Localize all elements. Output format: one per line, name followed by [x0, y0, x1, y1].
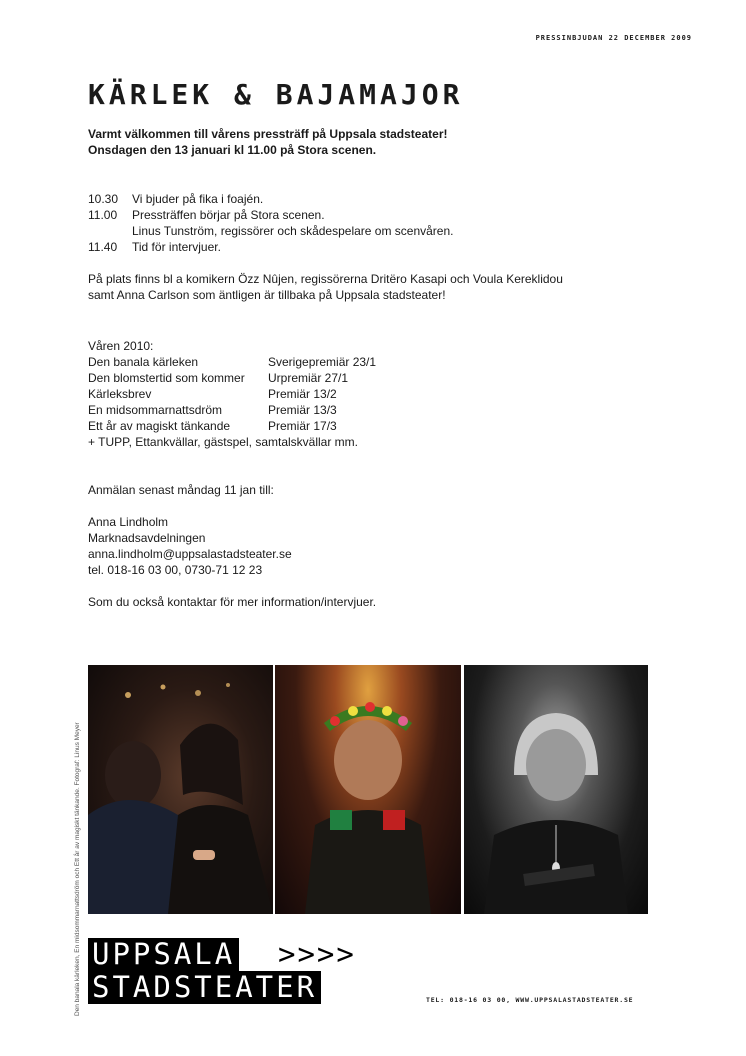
- contact-phone: tel. 018-16 03 00, 0730-71 12 23: [88, 563, 263, 577]
- onsite-paragraph: [88, 271, 563, 303]
- season-item: [88, 370, 376, 386]
- schedule-time: 10.30: [88, 192, 119, 206]
- schedule-row: [88, 207, 563, 223]
- season-item-premiere: Premiär 17/3: [268, 419, 337, 433]
- logo-arrows: >>>>: [278, 937, 356, 971]
- season-heading: Våren 2010:: [88, 339, 154, 353]
- season-item: [88, 386, 376, 402]
- schedule-text: Pressträffen börjar på Stora scenen.: [132, 208, 325, 222]
- uppsala-stadsteater-logo: [88, 937, 356, 1004]
- season-item: [88, 418, 376, 434]
- season-item-name: Kärleksbrev: [88, 387, 152, 401]
- season-item-name: Den blomstertid som kommer: [88, 371, 245, 385]
- photo-den-banala-karleken: [88, 665, 273, 914]
- footer-contact: TEL: 018-16 03 00, WWW.UPPSALASTADSTEATER.SE: [426, 996, 634, 1004]
- season-item: [88, 354, 376, 370]
- season-list: [88, 338, 376, 610]
- schedule-text: Tid för intervjuer.: [132, 240, 221, 254]
- season-item-name: Ett år av magiskt tänkande: [88, 419, 231, 433]
- schedule-text: Linus Tunström, regissörer och skådespelare om scenvåren.: [132, 224, 454, 238]
- intro-line-2: Onsdagen den 13 januari kl 11.00 på Stora scenen.: [88, 143, 377, 157]
- contact-department: Marknadsavdelningen: [88, 531, 206, 545]
- photo-ett-ar-av-magiskt-tankande: [464, 665, 648, 914]
- photo-couple-illustration: [88, 665, 273, 914]
- season-item-premiere: Premiär 13/2: [268, 387, 337, 401]
- schedule: [88, 191, 563, 303]
- schedule-row: [88, 191, 563, 207]
- season-item-premiere: Urpremiär 27/1: [268, 371, 349, 385]
- logo-line-2: STADSTEATER: [88, 971, 321, 1004]
- photo-en-midsommarnattsdrom: [275, 665, 461, 914]
- contact-name: Anna Lindholm: [88, 515, 169, 529]
- schedule-text: Vi bjuder på fika i foajén.: [132, 192, 264, 206]
- season-item-premiere: Sverigepremiär 23/1: [268, 355, 377, 369]
- schedule-time: 11.00: [88, 208, 118, 222]
- onsite-line-1: På plats finns bl a komikern Özz Nûjen, regissörerna Dritëro Kasapi och Voula Kereklidou: [88, 272, 563, 286]
- schedule-time: 11.40: [88, 240, 118, 254]
- intro: [88, 126, 447, 158]
- season-extra: + TUPP, Ettankvällar, gästspel, samtalskvällar mm.: [88, 435, 358, 449]
- schedule-row: [88, 239, 563, 255]
- contact-email[interactable]: anna.lindholm@uppsalastadsteater.se: [88, 547, 292, 561]
- season-item-name: En midsommarnattsdröm: [88, 403, 223, 417]
- season-item: [88, 402, 376, 418]
- season-item-premiere: Premiär 13/3: [268, 403, 337, 417]
- schedule-time: [88, 223, 132, 239]
- photo-flower-crown-illustration: [275, 665, 461, 914]
- header-date: PRESSINBJUDAN 22 DECEMBER 2009: [535, 34, 692, 42]
- schedule-row: [88, 223, 563, 239]
- season-item-name: Den banala kärleken: [88, 355, 199, 369]
- more-info: Som du också kontaktar för mer information/intervjuer.: [88, 595, 377, 609]
- onsite-line-2: samt Anna Carlson som äntligen är tillbaka på Uppsala stadsteater!: [88, 288, 446, 302]
- photo-credit: Den banala kärleken, En midsommarnattsdröm och Ett år av magiskt tänkande. Fotograf: Linus Meyer: [74, 722, 81, 1016]
- page-title: KÄRLEK & BAJAMAJOR: [88, 78, 464, 111]
- logo-line-1: UPPSALA: [88, 938, 239, 971]
- intro-line-1: Varmt välkommen till vårens pressträff på Uppsala stadsteater!: [88, 127, 448, 141]
- registration-deadline: Anmälan senast måndag 11 jan till:: [88, 483, 274, 497]
- photo-portrait-illustration: [464, 665, 648, 914]
